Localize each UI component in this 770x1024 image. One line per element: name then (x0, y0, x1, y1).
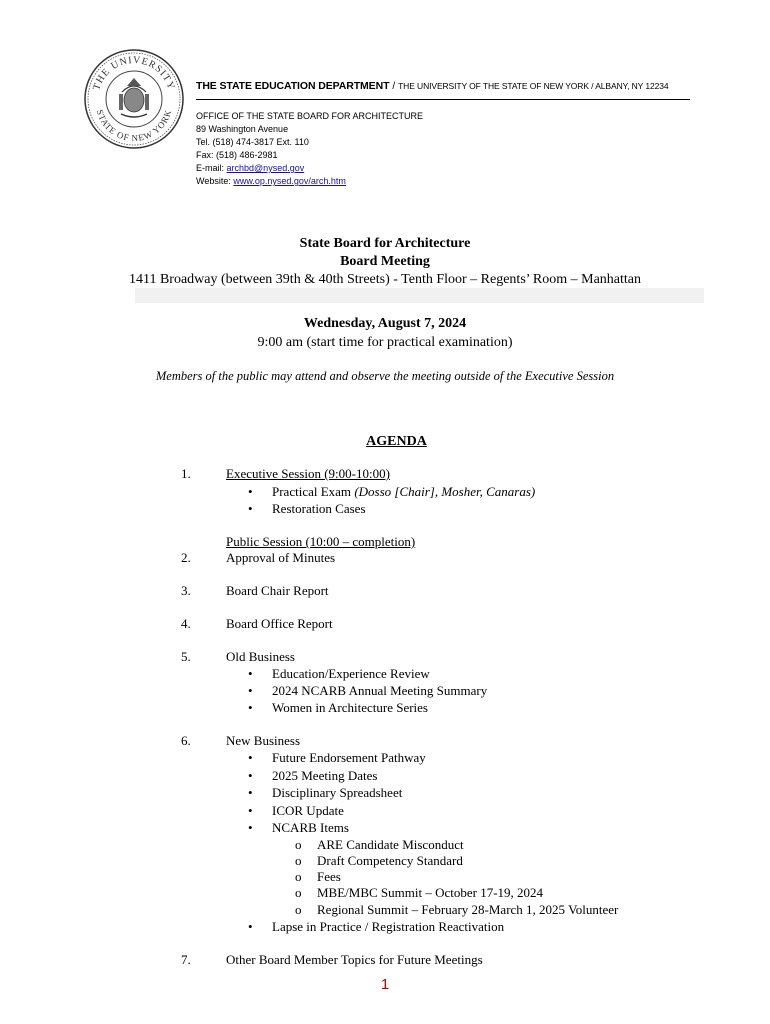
bullet-glyph: • (248, 700, 253, 715)
item-6-sub-5: Regional Summit – February 28-March 1, 2025 Volunteer (317, 902, 619, 917)
office-tel: Tel. (518) 474-3817 Ext. 110 (196, 137, 309, 147)
email-link[interactable]: archbd@nysed.gov (226, 163, 305, 173)
item-6-sub-3: Fees (317, 869, 341, 884)
item-3-title: Board Chair Report (226, 583, 329, 598)
letterhead-rule (196, 99, 690, 100)
office-name: OFFICE OF THE STATE BOARD FOR ARCHITECTURE (196, 111, 424, 121)
bullet-glyph: • (248, 501, 253, 516)
list-item (248, 683, 487, 699)
list-item (248, 484, 535, 500)
bullet-glyph: • (248, 803, 253, 818)
office-fax: Fax: (518) 486-2981 (196, 150, 278, 160)
item-2-number: 2. (181, 550, 191, 565)
item-6-sub-1: ARE Candidate Misconduct (317, 837, 464, 852)
item-1-bullet-1-italic: (Dosso [Chair], Mosher, Canaras) (354, 484, 536, 499)
department-name: THE STATE EDUCATION DEPARTMENT (196, 80, 390, 92)
item-1-title: Executive Session (9:00-10:00) (226, 466, 390, 481)
nys-seal-logo (83, 48, 185, 150)
sub-bullet-glyph: o (295, 837, 302, 852)
meeting-time: 9:00 am (start time for practical examination) (257, 335, 513, 350)
sub-bullet-glyph: o (295, 885, 302, 900)
office-website-line (196, 175, 423, 188)
letterhead-separator: / (392, 81, 396, 92)
item-3-number: 3. (181, 583, 191, 598)
item-5-title: Old Business (226, 649, 295, 664)
item-6-title: New Business (226, 733, 301, 748)
item-6-sub-4: MBE/MBC Summit – October 17-19, 2024 (317, 885, 544, 900)
bullet-glyph: • (248, 750, 253, 765)
list-item (295, 853, 463, 869)
website-label: Website: (196, 176, 231, 186)
list-item (248, 820, 349, 836)
shaded-band (135, 288, 704, 303)
item-6-last-bullet: Lapse in Practice / Registration Reactivation (272, 919, 505, 934)
list-item (248, 768, 377, 784)
public-session-heading: Public Session (10:00 – completion) (226, 534, 416, 549)
item-6-bullet-2: 2025 Meeting Dates (272, 768, 378, 783)
email-label: E-mail: (196, 163, 225, 173)
meeting-date: Wednesday, August 7, 2024 (303, 316, 467, 331)
item-4-title: Board Office Report (226, 616, 333, 631)
bullet-glyph: • (248, 768, 253, 783)
item-5-number: 5. (181, 649, 191, 664)
seal-text-bottom: STATE OF NEW YORK (94, 108, 174, 144)
item-1-bullet-2-text: Restoration Cases (272, 501, 366, 516)
sub-bullet-glyph: o (295, 853, 302, 868)
office-email-line (196, 162, 423, 175)
item-5-bullet-1: Education/Experience Review (272, 666, 430, 681)
office-address: 89 Washington Avenue (196, 124, 289, 134)
item-5-bullet-3: Women in Architecture Series (272, 700, 428, 715)
university-line: THE UNIVERSITY OF THE STATE OF NEW YORK / ALBANY, NY 12234 (398, 81, 669, 91)
item-6-bullet-5: NCARB Items (272, 820, 349, 835)
list-item (248, 919, 504, 935)
sub-bullet-glyph: o (295, 869, 302, 884)
item-7-title: Other Board Member Topics for Future Meetings (226, 952, 483, 967)
list-item (295, 902, 618, 918)
letterhead-top-line (196, 80, 668, 92)
list-item (295, 837, 464, 853)
public-note: Members of the public may attend and observe the meeting outside of the Executive Session (155, 369, 615, 383)
bullet-glyph: • (248, 820, 253, 835)
bullet-glyph: • (248, 785, 253, 800)
website-link[interactable]: www.op.nysed.gov/arch.htm (233, 176, 346, 186)
office-contact-block (196, 110, 423, 188)
item-7-number: 7. (181, 952, 191, 967)
agenda-heading: AGENDA (366, 434, 427, 449)
item-1-number: 1. (181, 466, 191, 481)
bullet-glyph: • (248, 666, 253, 681)
list-item (295, 885, 543, 901)
bullet-glyph: • (248, 683, 253, 698)
bullet-glyph: • (248, 919, 253, 934)
item-6-bullet-1: Future Endorsement Pathway (272, 750, 426, 765)
item-6-sub-2: Draft Competency Standard (317, 853, 463, 868)
item-2-title: Approval of Minutes (226, 550, 336, 565)
item-6-number: 6. (181, 733, 191, 748)
seal-text-top: THE UNIVERSITY (91, 54, 177, 92)
bullet-glyph: • (248, 484, 253, 499)
svg-text:STATE OF NEW YORK (95, 108, 174, 143)
page-number: 1 (380, 976, 390, 993)
list-item (248, 700, 428, 716)
item-1-bullet-1-text: Practical Exam (272, 484, 355, 499)
item-4-number: 4. (181, 616, 191, 631)
list-item (248, 501, 366, 517)
list-item (248, 803, 344, 819)
meeting-location: 1411 Broadway (between 39th & 40th Streets) - Tenth Floor – Regents’ Room – Manhattan (128, 272, 641, 287)
item-6-bullet-4: ICOR Update (272, 803, 344, 818)
list-item (248, 666, 430, 682)
sub-bullet-glyph: o (295, 902, 302, 917)
list-item (248, 750, 426, 766)
item-5-bullet-2: 2024 NCARB Annual Meeting Summary (272, 683, 488, 698)
item-6-bullet-3: Disciplinary Spreadsheet (272, 785, 403, 800)
list-item (248, 785, 402, 801)
board-title: State Board for Architecture (299, 236, 471, 251)
meeting-title: Board Meeting (340, 254, 430, 269)
list-item (295, 869, 341, 885)
